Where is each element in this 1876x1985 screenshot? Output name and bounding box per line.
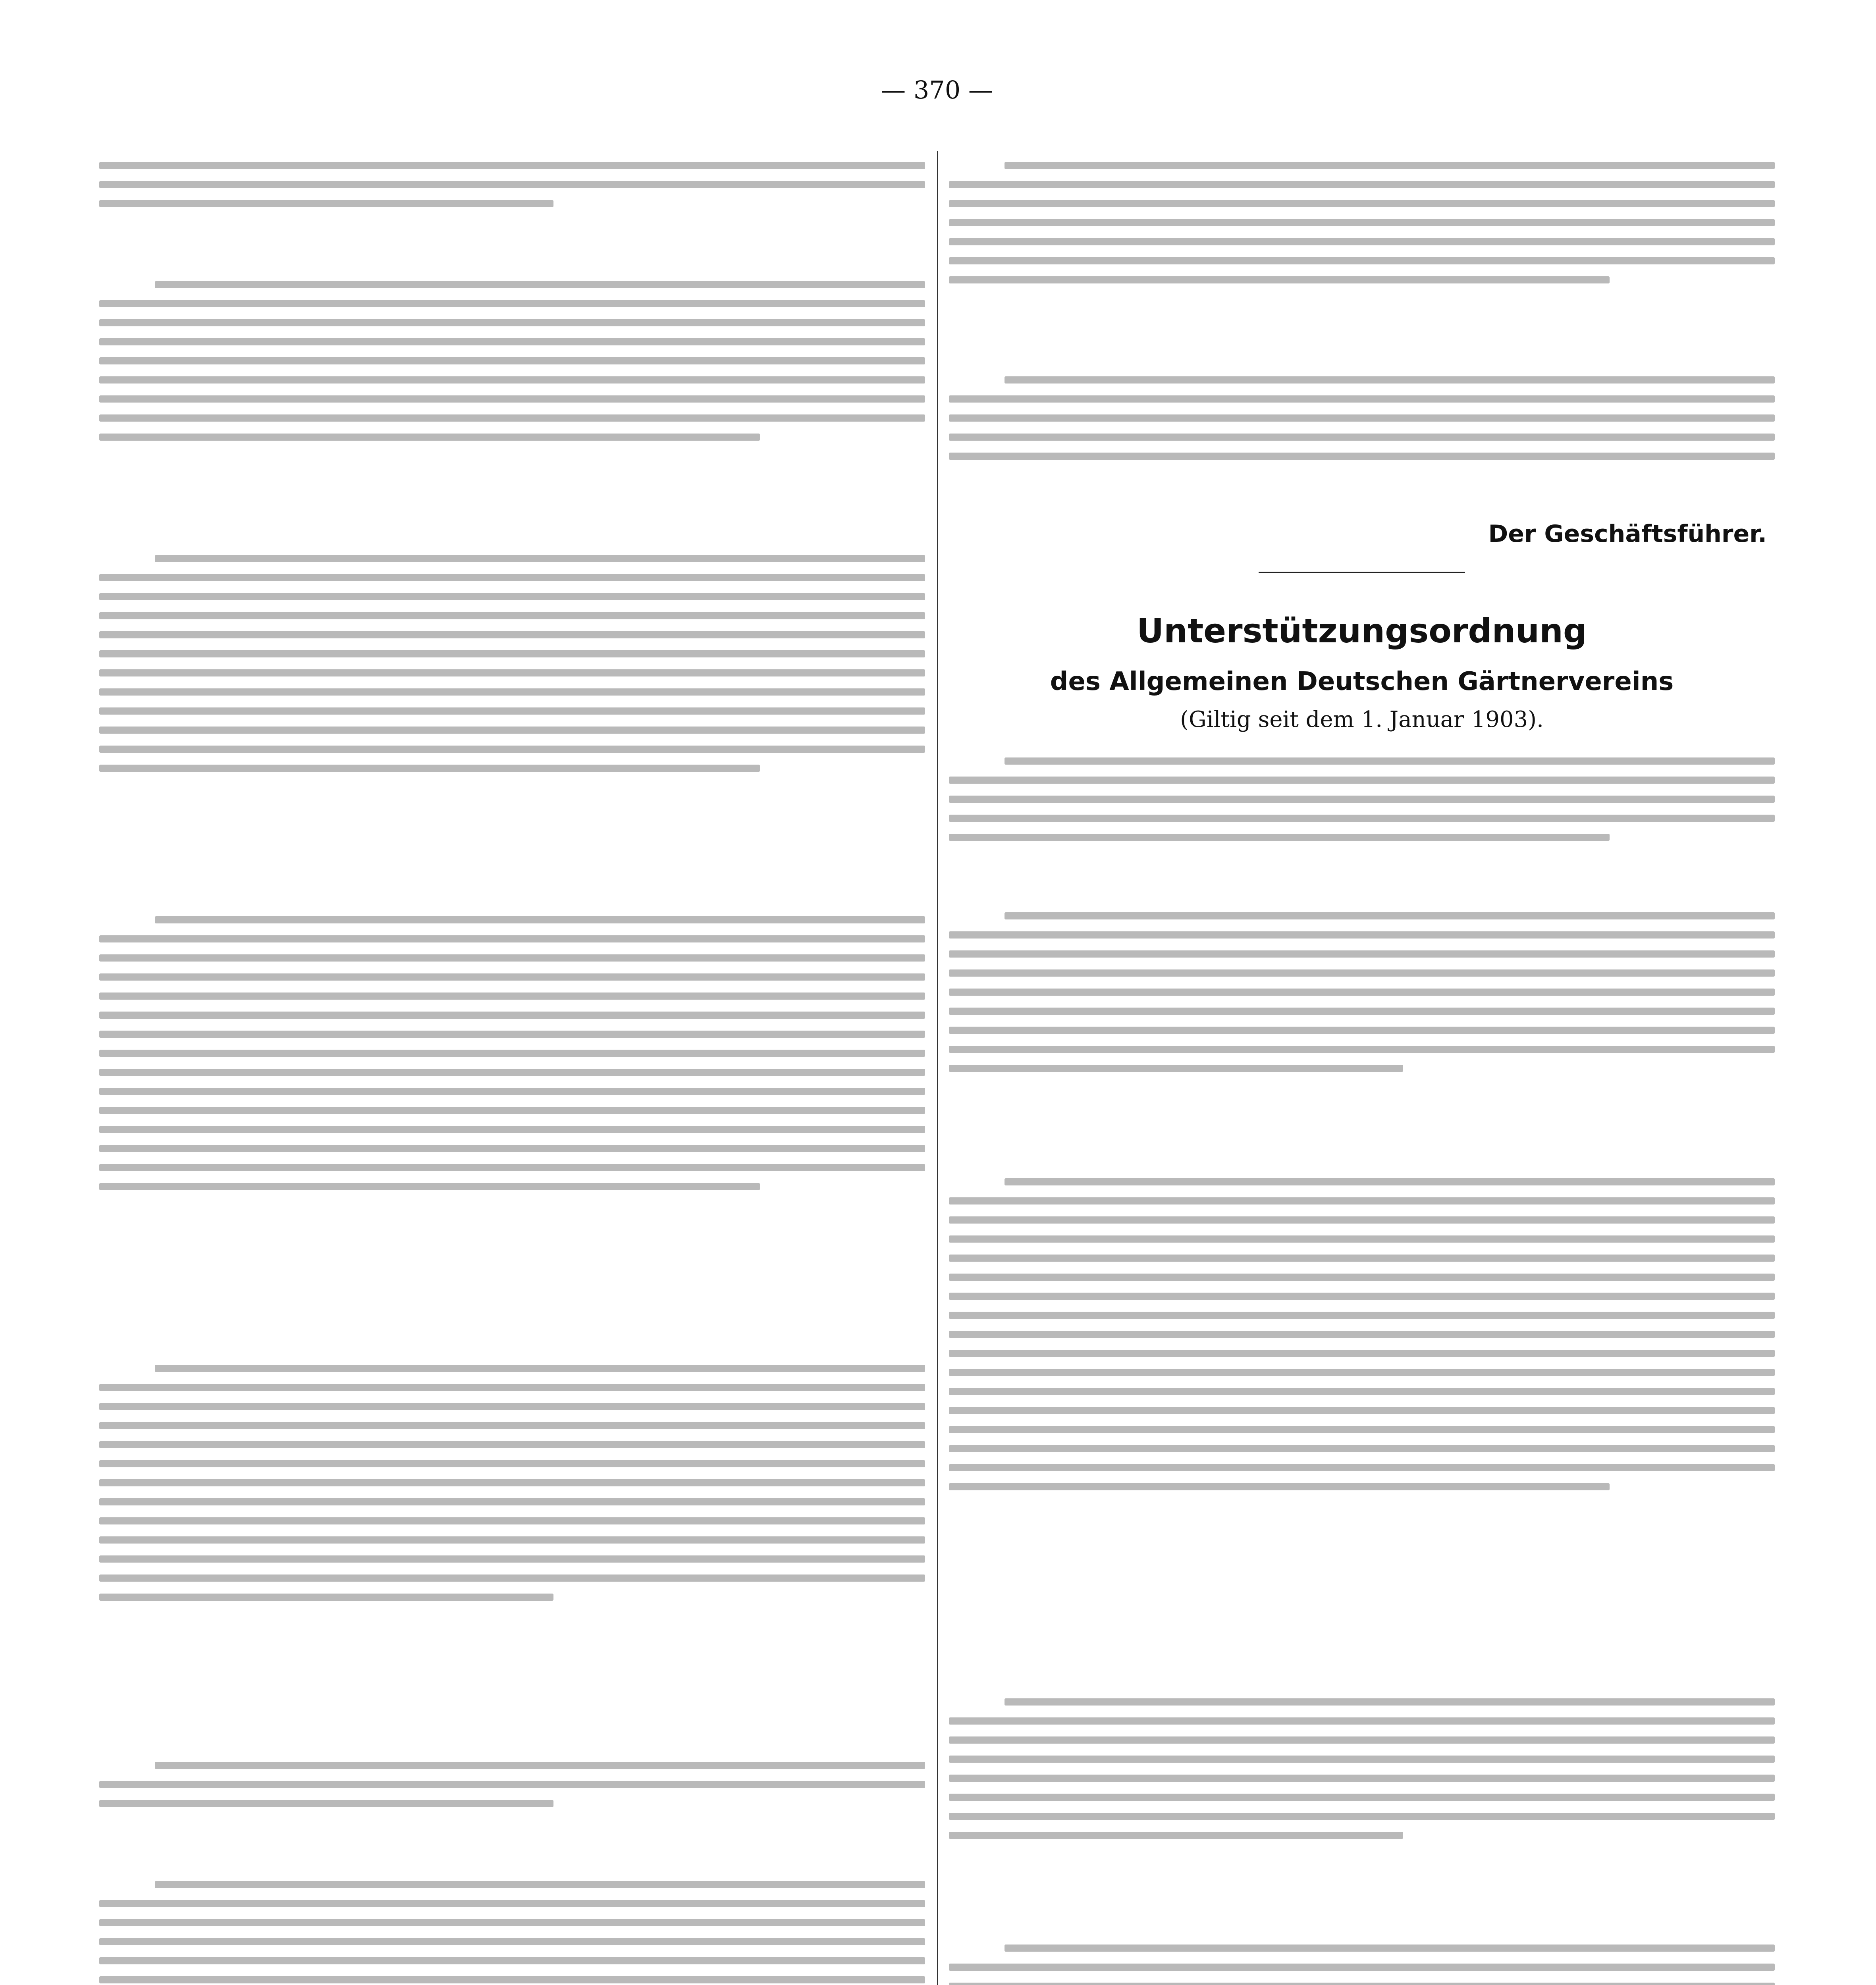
paragraph <box>949 1167 1775 1502</box>
page-number: — 370 — <box>881 75 993 104</box>
paragraph <box>949 746 1775 853</box>
section-title: Unterstützungsordnung <box>1136 611 1587 650</box>
paragraph <box>99 270 925 453</box>
paragraph <box>99 1354 925 1613</box>
paragraph <box>99 544 925 784</box>
paragraph <box>99 905 925 1202</box>
paragraph <box>949 365 1775 472</box>
paragraph <box>99 1870 925 1985</box>
left-column <box>99 151 925 1985</box>
paragraph <box>949 901 1775 1084</box>
paragraph <box>949 1933 1775 1985</box>
column-divider <box>937 151 938 1985</box>
section-note: (Giltig seit dem 1. Januar 1903). <box>1180 707 1544 732</box>
paragraph <box>949 1687 1775 1851</box>
separator-rule <box>1259 572 1465 573</box>
paragraph <box>99 1751 925 1819</box>
section-subtitle: des Allgemeinen Deutschen Gärtnervereins <box>1050 667 1674 696</box>
signature: Der Geschäftsführer. <box>1488 520 1767 548</box>
paragraph <box>949 151 1775 295</box>
right-column <box>949 151 1775 1985</box>
paragraph <box>99 151 925 219</box>
